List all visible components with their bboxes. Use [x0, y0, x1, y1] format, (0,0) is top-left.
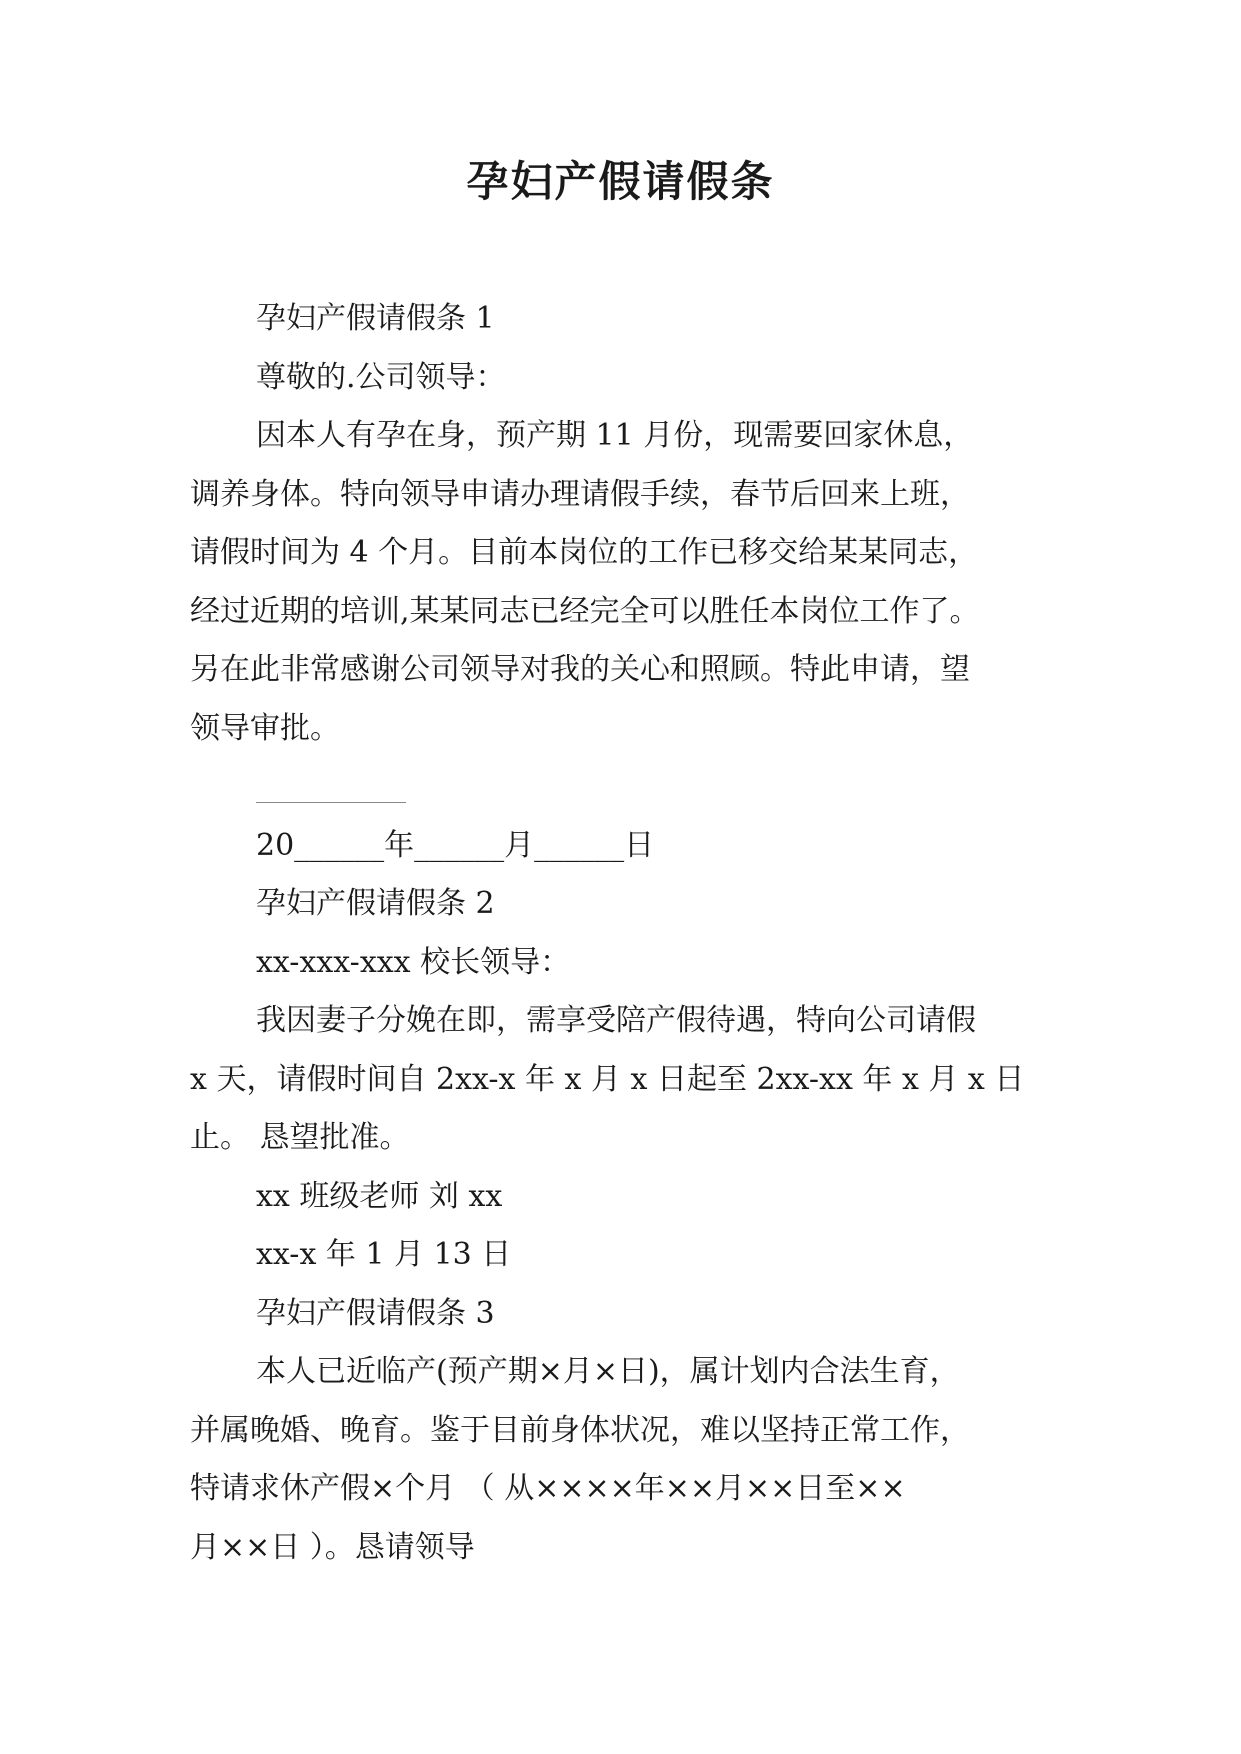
text-line: xx-xxx-xxx 校长领导：	[256, 944, 571, 980]
signature-rule	[190, 758, 1070, 817]
document-title: 孕妇产假请假条	[466, 157, 775, 206]
text-line: 请假时间为 4 个月。目前本岗位的工作已移交给某某同志，	[190, 535, 979, 570]
text-line: 另在此非常感谢公司领导对我的关心和照顾。特此申请，望	[190, 652, 970, 687]
text-line: 孕妇产假请假条 2	[256, 886, 495, 921]
text-line: 经过近期的培训,某某同志已经完全可以胜任本岗位工作了。	[190, 593, 980, 629]
signature-underline	[256, 802, 406, 803]
text-line: 我因妻子分娩在即，需享受陪产假待遇，特向公司请假	[256, 1003, 976, 1038]
text-line: 特请求休产假×个月 （ 从××××年××月××日至××	[190, 1471, 906, 1506]
text-line: xx 班级老师 刘 xx	[256, 1178, 503, 1214]
text-line: 月××日 ）。恳请领导	[190, 1529, 475, 1565]
text-line: 并属晚婚、晚育。鉴于目前身体状况，难以坚持正常工作，	[190, 1412, 970, 1448]
text-line: 因本人有孕在身，预产期 11 月份，现需要回家休息，	[256, 418, 974, 453]
text-line: x 天，请假时间自 2xx-x 年 x 月 x 日起至 2xx-xx 年 x 月 x 日	[190, 1061, 1025, 1097]
text-line: 孕妇产假请假条 1	[256, 301, 495, 336]
text-line: 领导审批。	[190, 710, 340, 746]
text-line: 尊敬的.公司领导：	[256, 359, 506, 395]
text-line: 本人已近临产(预产期×月×日)，属计划内合法生育，	[256, 1354, 960, 1389]
text-line: 止。 恳望批准。	[190, 1120, 410, 1155]
text-line: 20______年______月______日	[256, 827, 655, 863]
document-body	[190, 290, 1070, 1577]
text-line: xx-x 年 1 月 13 日	[256, 1237, 512, 1272]
text-line: 孕妇产假请假条 3	[256, 1295, 495, 1331]
text-line: 调养身体。特向领导申请办理请假手续，春节后回来上班，	[190, 476, 970, 512]
